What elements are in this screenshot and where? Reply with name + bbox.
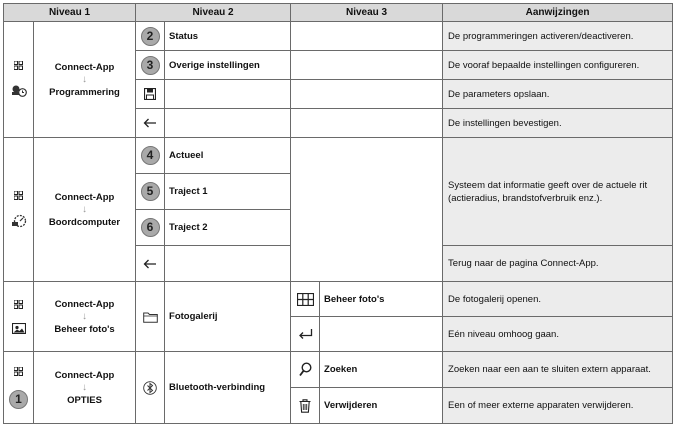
- level3-beheer-fotos[interactable]: Beheer foto's: [320, 282, 443, 317]
- level3-zoeken[interactable]: Zoeken: [320, 352, 443, 388]
- level2-icon-cell: [136, 210, 165, 246]
- number-badge: 5: [141, 182, 160, 201]
- level2-overige-instellingen[interactable]: Overige instellingen: [165, 51, 291, 80]
- menu-table: [3, 3, 673, 424]
- description: De fotogalerij openen.: [443, 282, 673, 317]
- number-badge: 1: [9, 390, 28, 409]
- down-arrow-icon: ↓: [82, 203, 87, 215]
- level3-empty: [291, 80, 443, 109]
- description: De parameters opslaan.: [443, 80, 673, 109]
- back-arrow-icon[interactable]: [136, 109, 165, 138]
- level2-traject-1[interactable]: Traject 1: [165, 174, 291, 210]
- level1-programmering: [34, 22, 136, 138]
- table-row: [4, 352, 673, 388]
- number-badge: 2: [141, 27, 160, 46]
- level1-beheer-fotos: [34, 282, 136, 352]
- header-niveau3: Niveau 3: [291, 4, 443, 22]
- level2-empty: [165, 80, 291, 109]
- description: De instellingen bevestigen.: [443, 109, 673, 138]
- level2-icon-cell: [136, 174, 165, 210]
- number-badge: 6: [141, 218, 160, 237]
- number-badge: 4: [141, 146, 160, 165]
- down-arrow-icon: ↓: [82, 310, 87, 322]
- level1-app-label: Connect-App: [54, 298, 115, 310]
- back-arrow-icon[interactable]: [136, 246, 165, 282]
- level2-status[interactable]: Status: [165, 22, 291, 51]
- save-icon[interactable]: [136, 80, 165, 109]
- level3-empty: [291, 138, 443, 282]
- trash-icon[interactable]: [291, 388, 320, 424]
- level1-opties: [34, 352, 136, 424]
- photo-grid-icon[interactable]: [291, 282, 320, 317]
- table-row: [4, 282, 673, 317]
- header-aanwijzingen: Aanwijzingen: [443, 4, 673, 22]
- level1-section-label: Beheer foto's: [54, 323, 115, 335]
- return-icon[interactable]: [291, 317, 320, 352]
- level1-boordcomputer: [34, 138, 136, 282]
- level1-section-label: Programmering: [49, 86, 120, 98]
- level2-icon-cell: [136, 138, 165, 174]
- header-niveau1: Niveau 1: [4, 4, 136, 22]
- description: De programmeringen activeren/deactiveren.: [443, 22, 673, 51]
- description: De vooraf bepaalde instellingen configureren.: [443, 51, 673, 80]
- level3-empty: [291, 51, 443, 80]
- description: Eén niveau omhoog gaan.: [443, 317, 673, 352]
- level2-empty: [165, 246, 291, 282]
- level1-app-label: Connect-App: [54, 61, 115, 73]
- description: Terug naar de pagina Connect-App.: [443, 246, 673, 282]
- level2-icon-cell: [136, 51, 165, 80]
- level1-app-label: Connect-App: [54, 369, 115, 381]
- down-arrow-icon: ↓: [82, 73, 87, 85]
- level3-verwijderen[interactable]: Verwijderen: [320, 388, 443, 424]
- level3-empty: [291, 109, 443, 138]
- photo-icon: [12, 323, 26, 334]
- folder-icon[interactable]: [136, 282, 165, 352]
- description: Zoeken naar een aan te sluiten extern apparaat.: [443, 352, 673, 388]
- level2-bluetooth-verbinding[interactable]: Bluetooth-verbinding: [165, 352, 291, 424]
- section-icons: [4, 352, 34, 424]
- apps-grid-icon: [14, 191, 23, 200]
- level2-traject-2[interactable]: Traject 2: [165, 210, 291, 246]
- description: Een of meer externe apparaten verwijderen.: [443, 388, 673, 424]
- down-arrow-icon: ↓: [82, 381, 87, 393]
- apps-grid-icon: [14, 300, 23, 309]
- level1-app-label: Connect-App: [54, 191, 115, 203]
- level3-empty: [291, 22, 443, 51]
- bluetooth-icon[interactable]: [136, 352, 165, 424]
- apps-grid-icon: [14, 367, 23, 376]
- level3-empty: [320, 317, 443, 352]
- description: Systeem dat informatie geeft over de actuele rit (actieradius, brandstofverbruik enz.).: [443, 138, 673, 246]
- section-icons: [4, 22, 34, 138]
- level1-section-label: Boordcomputer: [48, 216, 121, 228]
- trip-computer-icon: [11, 214, 27, 228]
- level2-icon-cell: [136, 22, 165, 51]
- level1-section-label: OPTIES: [67, 394, 102, 406]
- car-clock-icon: [11, 84, 27, 98]
- level2-fotogalerij[interactable]: Fotogalerij: [165, 282, 291, 352]
- number-badge: 3: [141, 56, 160, 75]
- level2-actueel[interactable]: Actueel: [165, 138, 291, 174]
- table-row: [4, 138, 673, 174]
- search-icon[interactable]: [291, 352, 320, 388]
- header-niveau2: Niveau 2: [136, 4, 291, 22]
- table-row: [4, 22, 673, 51]
- section-icons: [4, 138, 34, 282]
- section-icons: [4, 282, 34, 352]
- level2-empty: [165, 109, 291, 138]
- apps-grid-icon: [14, 61, 23, 70]
- header-row: [4, 4, 673, 22]
